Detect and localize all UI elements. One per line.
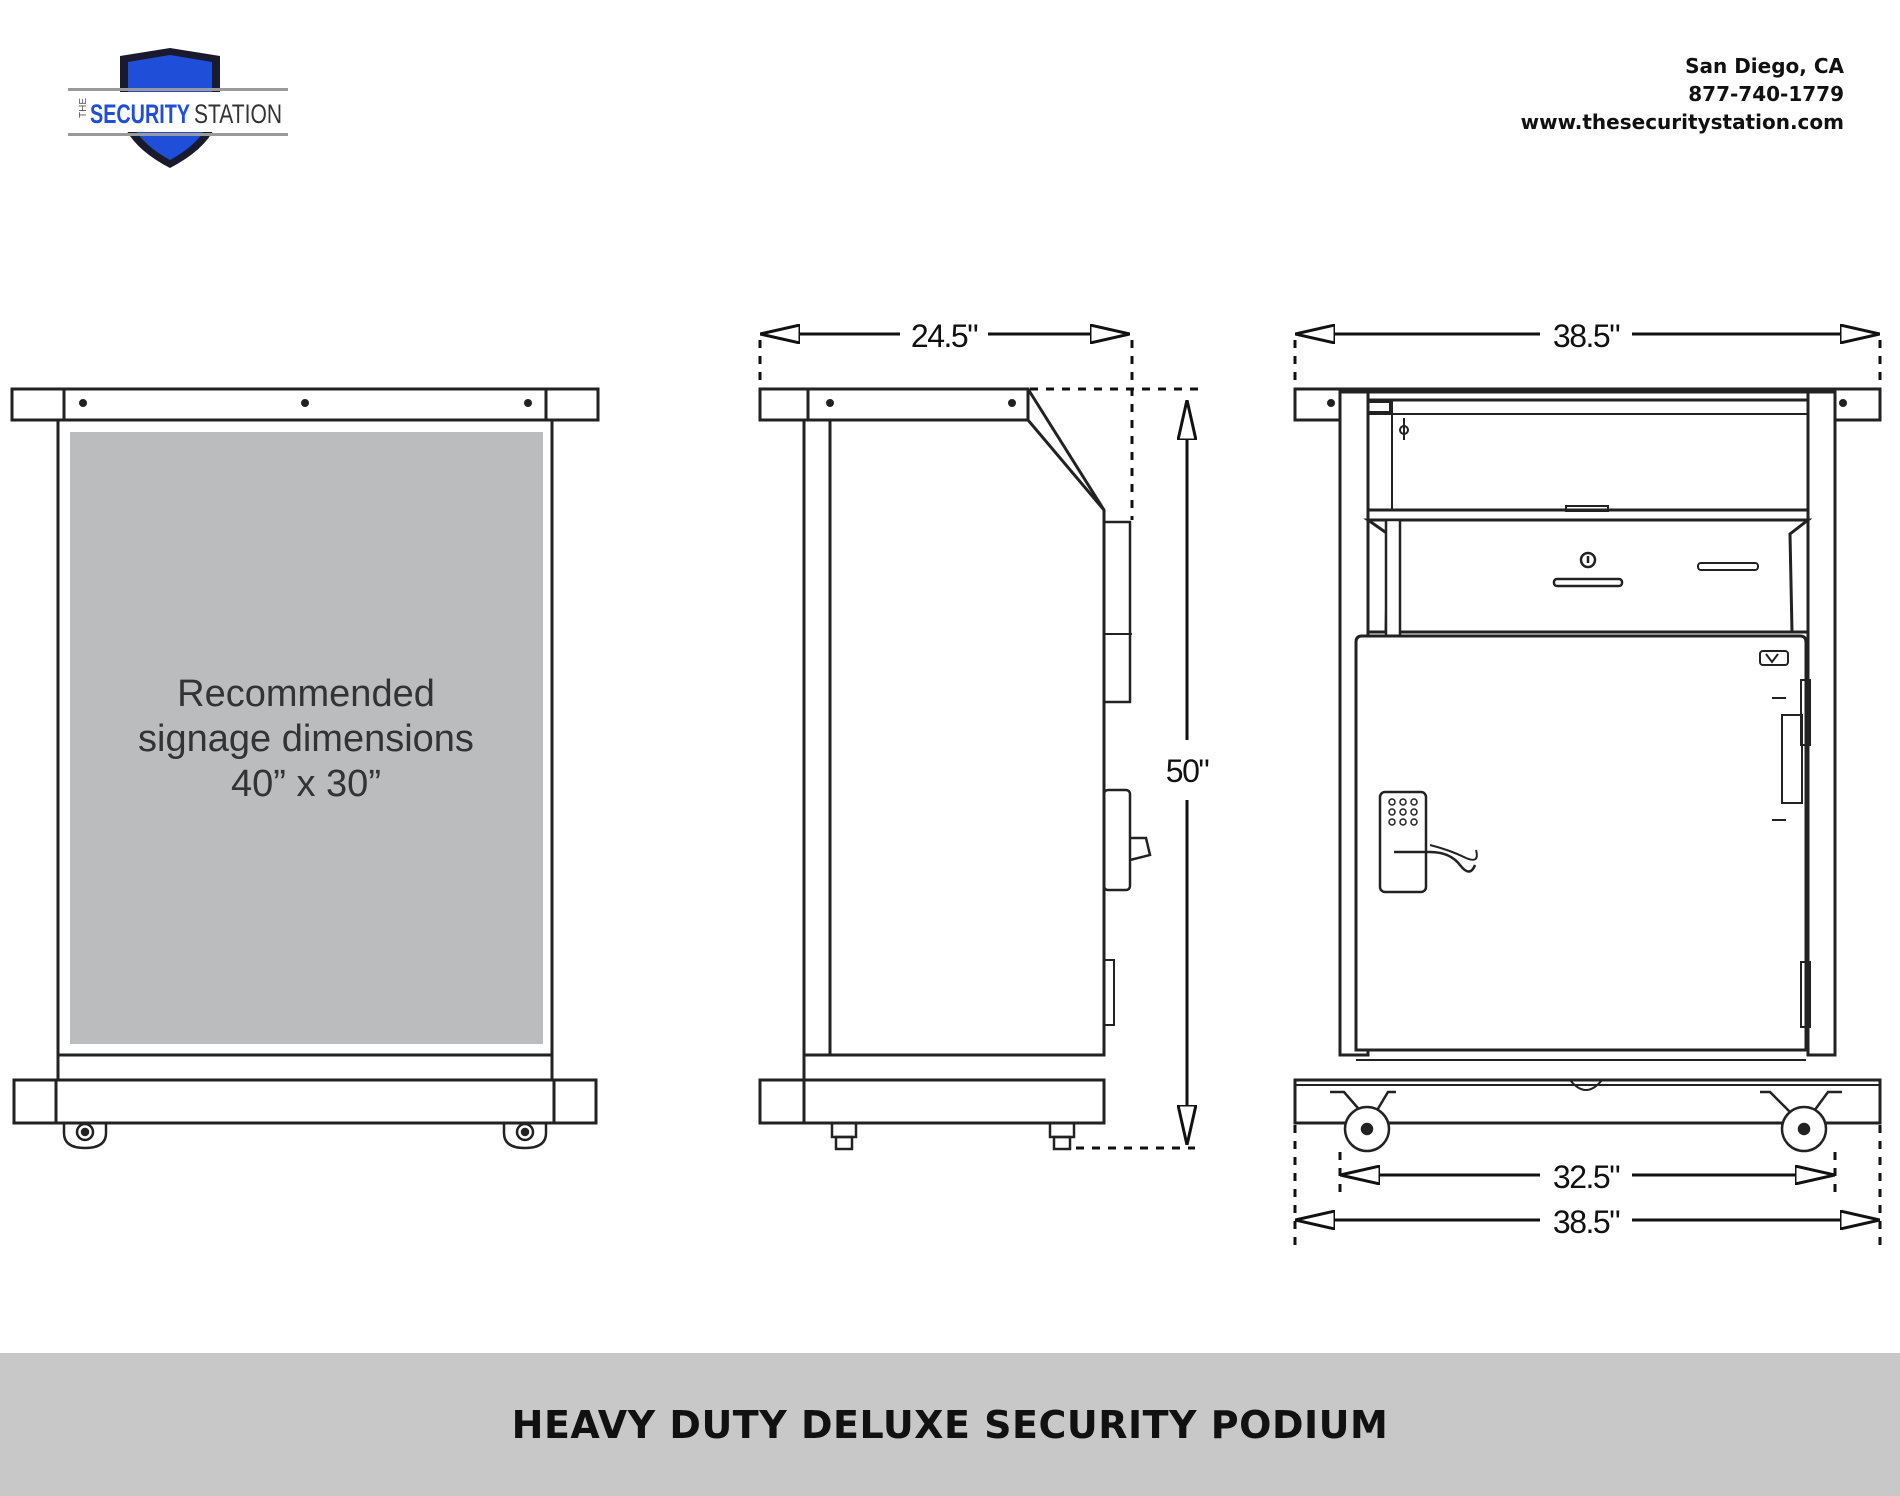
caster-wheel	[832, 1123, 856, 1149]
contact-city: San Diego, CA	[1685, 54, 1844, 78]
caster-wheel	[64, 1123, 106, 1148]
contact-website: www.thesecuritystation.com	[1520, 110, 1844, 134]
side-body	[804, 420, 1104, 1055]
side-view	[760, 389, 1150, 1149]
back-bottom-width-label: 38.5"	[1552, 1204, 1620, 1240]
side-base	[760, 1080, 1104, 1123]
caster-wheel	[504, 1123, 546, 1148]
logo-word-security: SECURITY	[90, 99, 190, 129]
back-inner-width-label: 32.5"	[1552, 1159, 1620, 1195]
side-width-label: 24.5"	[910, 318, 978, 354]
back-drawer	[1368, 520, 1808, 632]
back-post-right	[1808, 392, 1835, 1055]
front-base	[14, 1080, 596, 1123]
key-icon	[1400, 418, 1408, 440]
side-keypad	[1104, 790, 1130, 890]
side-lock-bracket	[1104, 522, 1130, 702]
back-view	[1295, 389, 1880, 1151]
signage-line-3: 40” x 30”	[231, 763, 381, 805]
contact-phone: 877-740-1779	[1688, 82, 1844, 106]
height-label: 50"	[1165, 753, 1209, 789]
back-top-width-label: 38.5"	[1552, 318, 1620, 354]
back-upper-shelf	[1368, 400, 1808, 510]
logo-prefix: THE	[78, 98, 89, 118]
logo-word-station: STATION	[194, 99, 282, 129]
caster-wheel	[1050, 1123, 1074, 1149]
signage-line-2: signage dimensions	[138, 718, 474, 760]
product-title: HEAVY DUTY DELUXE SECURITY PODIUM	[511, 1402, 1389, 1447]
side-top-cap	[760, 389, 1028, 420]
signage-line-1: Recommended	[177, 673, 435, 715]
footer-band	[0, 1353, 1900, 1496]
safe-door	[1356, 636, 1806, 1050]
